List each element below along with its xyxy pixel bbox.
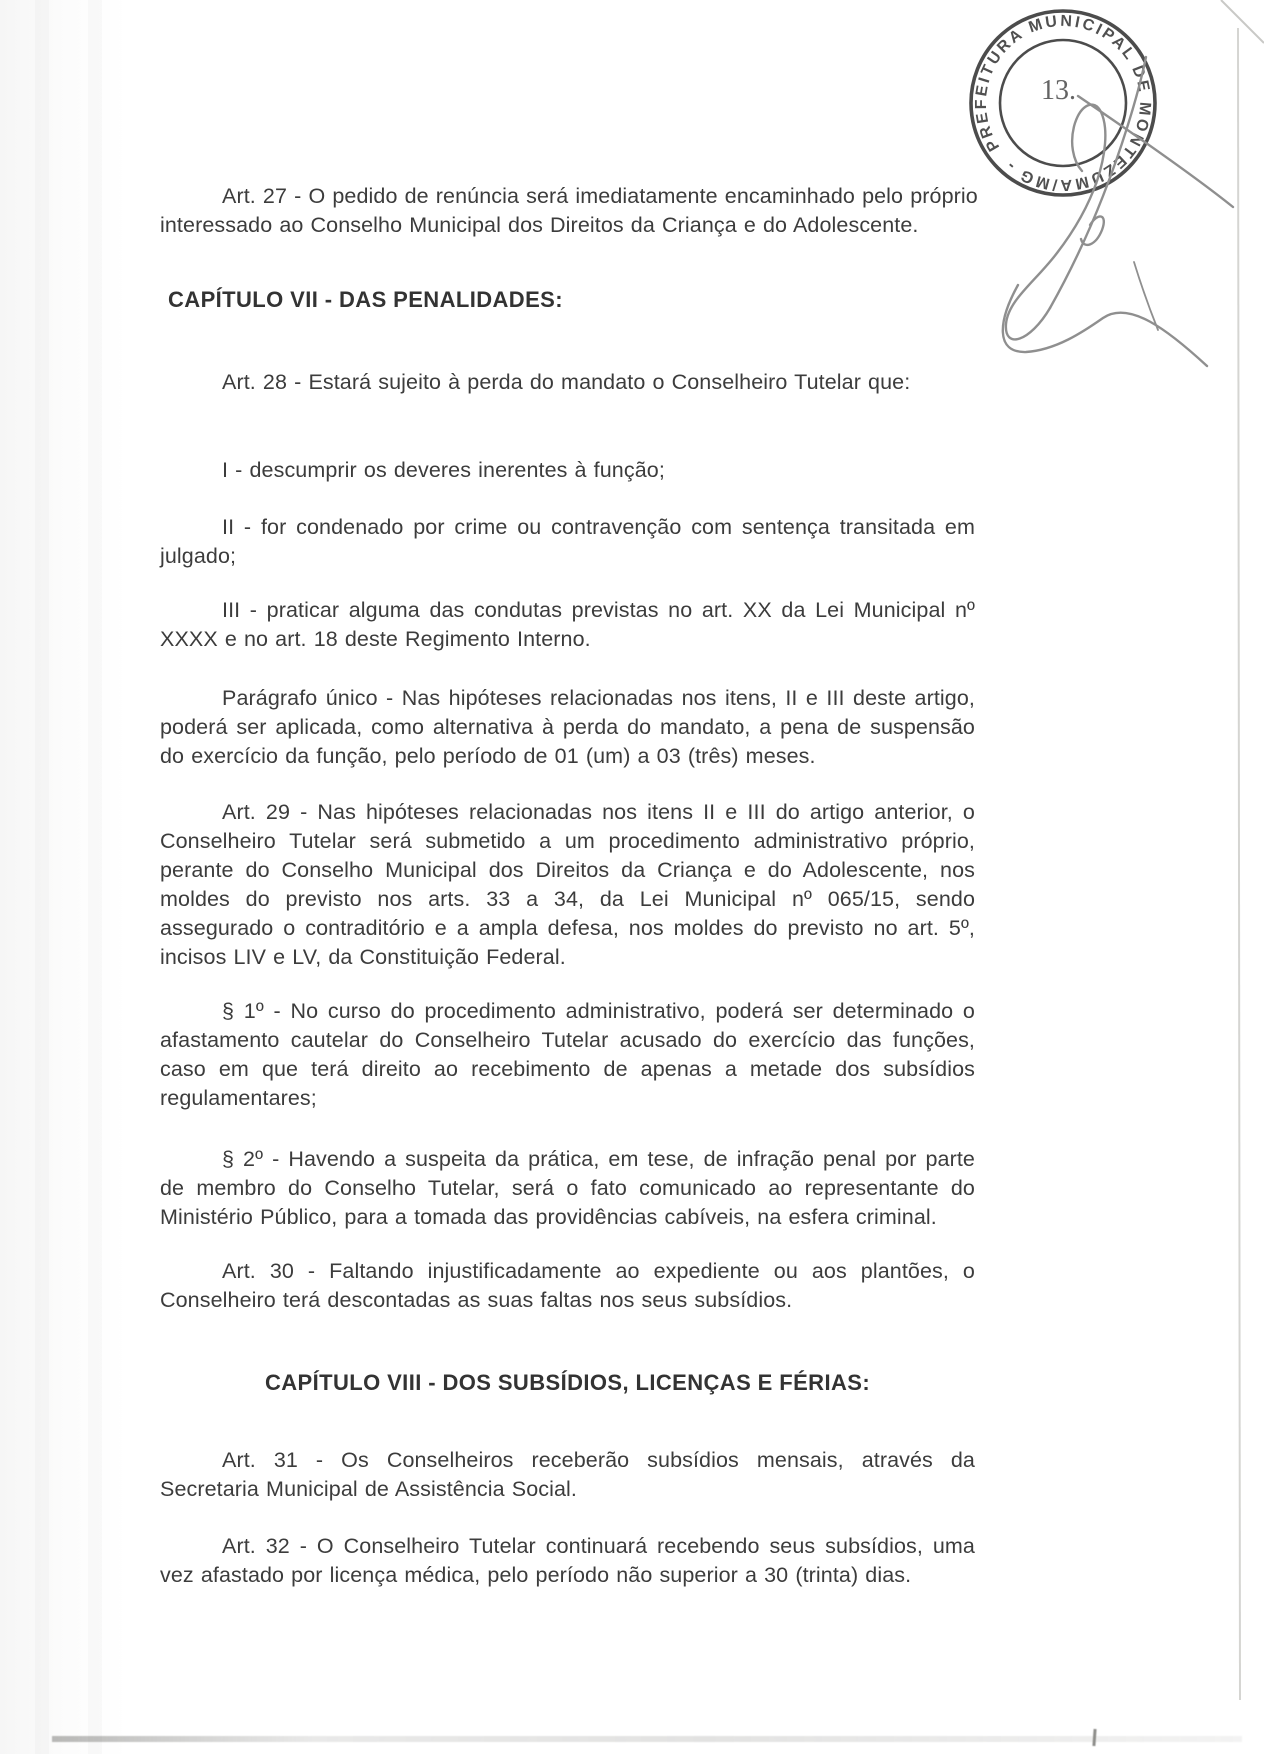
paragraph-1: § 1º - No curso do procedimento administrativo, poderá ser determinado o afastamento cautelar do Conselheiro Tutelar acusado do exercício das funções, caso em que terá direito ao recebimento de apenas a metade dos subsídios regulamentares; <box>160 999 975 1110</box>
sole-paragraph: Parágrafo único - Nas hipóteses relacionadas nos itens, II e III deste artigo, poderá ser aplicada, como alternativa à perda do mandato, a pena de suspensão do exercício da função, pelo período de 01 (um) a 03 (três) meses. <box>160 686 975 768</box>
signature-stroke <box>1134 262 1158 330</box>
article-31-paragraph: Art. 31 - Os Conselheiros receberão subsídios mensais, através da Secretaria Municipal de Assistência Social. <box>160 1448 975 1501</box>
article-28-item-ii: II - for condenado por crime ou contravenção com sentença transitada em julgado; <box>160 515 975 568</box>
scan-streak <box>88 0 102 1754</box>
scan-bottom-mark <box>1092 1729 1096 1746</box>
scan-streak <box>0 0 130 1754</box>
stamp-outer-circle <box>971 11 1155 195</box>
article-28-paragraph: Art. 28 - Estará sujeito à perda do mandato o Conselheiro Tutelar que: <box>222 370 911 394</box>
article-30-paragraph: Art. 30 - Faltando injustificadamente ao expediente ou aos plantões, o Conselheiro terá descontadas as suas faltas nos seus subsídios. <box>160 1259 975 1312</box>
page-edge-line <box>1238 28 1240 1700</box>
article-28-item-iii: III - praticar alguma das condutas previstas no art. XX da Lei Municipal nº XXXX e no art. 18 deste Regimento Interno. <box>160 598 975 651</box>
stamp-ring-text: PREFEITURA MUNICIPAL DE MONTEZUMA/MG - <box>972 12 1154 194</box>
scan-streak <box>35 0 49 1754</box>
paragraph-2: § 2º - Havendo a suspeita da prática, em tese, de infração penal por parte de membro do Conselho Tutelar, será o fato comunicado ao representante do Ministério Público, para a tomada das providências cabíveis, na esfera criminal. <box>160 1147 975 1229</box>
chapter-vii-heading: CAPÍTULO VII - DAS PENALIDADES: <box>168 287 563 312</box>
article-29-paragraph: Art. 29 - Nas hipóteses relacionadas nos itens II e III do artigo anterior, o Conselheiro Tutelar será submetido a um procedimento administrativo próprio, perante do Conselho Municipal dos Direitos da Criança e do Adolescente, nos moldes do previsto nos arts. 33 a 34, da Lei Municipal nº 065/15, sendo assegurado o contraditório e a ampla defesa, nos moldes do previsto no art. 5º, incisos LIV e LV, da Constituição Federal. <box>160 800 975 969</box>
article-32-paragraph: Art. 32 - O Conselheiro Tutelar continuará recebendo seus subsídios, uma vez afastado por licença médica, pelo período não superior a 30 (trinta) dias. <box>160 1534 975 1587</box>
chapter-viii-heading: CAPÍTULO VIII - DOS SUBSÍDIOS, LICENÇAS E FÉRIAS: <box>264 1370 871 1395</box>
stamp-inner-circle <box>1000 40 1126 166</box>
article-28-item-i: I - descumprir os deveres inerentes à função; <box>222 458 665 482</box>
page-corner-fold-line <box>1221 0 1264 43</box>
document-body <box>160 0 978 1590</box>
signature-stroke <box>1078 96 1233 207</box>
signature-stroke <box>1003 285 1207 366</box>
article-27-paragraph: Art. 27 - O pedido de renúncia será imediatamente encaminhado pelo próprio interessado ao Conselho Municipal dos Direitos da Criança e do Adolescente. <box>160 184 978 237</box>
signature-stroke <box>1081 216 1104 244</box>
stamp-page-number: 13. <box>1041 75 1076 106</box>
scan-bottom-smudge <box>52 1736 1242 1742</box>
signature-stroke <box>1050 57 1146 308</box>
